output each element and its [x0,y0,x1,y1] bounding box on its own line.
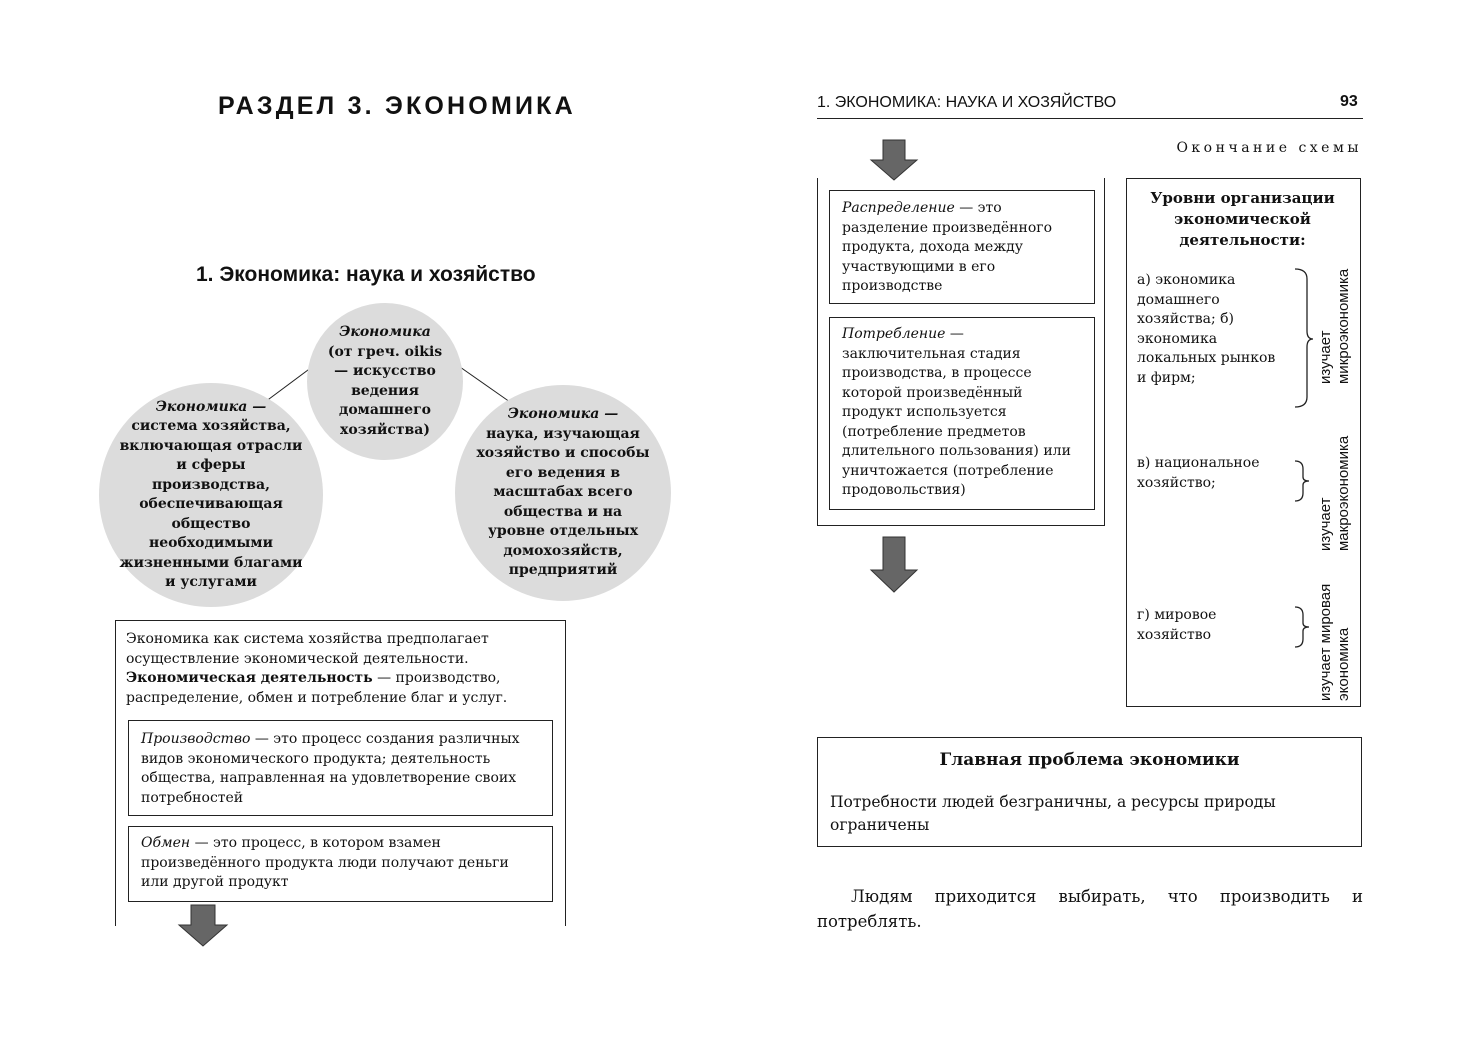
distribution-box [829,190,1095,304]
term: Экономика — [155,398,267,415]
arrow-down-icon [871,537,917,592]
macro-label: изучает макроэкономика [1317,435,1352,551]
header-rule [817,118,1363,119]
arrow-down-icon [871,140,917,180]
page-number: 93 [1340,93,1358,110]
term: Производство [141,731,251,747]
circle-economy-system [99,383,323,607]
levels-group-macro: в) национальное хозяйство; [1137,455,1260,491]
conclusion-paragraph: Людям приходится выбирать, что производить и потреблять. [817,887,1363,931]
levels-group-micro: а) экономика домашнего хозяйства; б) экономика локальных рынков и фирм; [1137,272,1276,386]
term: Экономика [339,324,431,340]
section-title: РАЗДЕЛ 3. ЭКОНОМИКА [218,92,576,120]
definition: — заключительная стадия производства, в процессе которой произведённый продукт используется (потребление предметов длительного пользования) или уничтожается (потребление продовольствия) [842,326,1071,498]
world-label: изучает мировая экономика [1317,583,1352,701]
circle-text: система хозяйства, включающая отрасли и сферы производства, обеспечивающая общество необходимыми жизненными благами и услугами [119,418,303,590]
term: Экономика — [507,406,619,423]
term: Распределение [842,200,955,216]
circle-economy-science [455,385,671,601]
consumption-box [829,317,1095,510]
levels-title: Уровни организации экономической деятельности: [1150,189,1335,249]
intro-text: Экономика как система хозяйства предполагает осуществление экономической деятельности. [126,631,489,667]
chapter-title: 1. Экономика: наука и хозяйство [196,263,536,286]
main-problem-text: Потребности людей безграничны, а ресурсы природы ограничены [830,793,1276,834]
exchange-box [128,826,553,902]
definition: — это разделение произведённого продукта, дохода между участвующими в его производстве [842,200,1053,294]
levels-group-world: г) мировое хозяйство [1137,607,1217,643]
scheme-end-label: Окончание схемы [1176,140,1362,156]
production-box [128,720,553,816]
main-problem-title: Главная проблема экономики [939,750,1240,770]
definition: — это процесс создания различных видов экономического продукта; деятельность общества, направленная на удовлетворение своих потребностей [141,731,520,806]
term: Потребление [842,326,946,342]
micro-label: изучает микроэкономика [1317,268,1352,384]
running-header: 1. ЭКОНОМИКА: НАУКА И ХОЗЯЙСТВО [817,94,1117,111]
definition: — это процесс, в котором взамен произведённого продукта люди получают деньги или другой продукт [141,835,509,890]
term: Обмен [141,835,191,851]
circle-text: (от греч. oikis — искусство ведения домашнего хозяйства) [327,343,443,438]
circle-text: наука, изучающая хозяйство и способы его ведения в масштабах всего общества и на уровне отдельных домохозяйств, предприятий [476,425,650,579]
circle-etymology [307,303,463,460]
main-problem-box [817,737,1362,847]
levels-box [1126,178,1361,707]
term: Экономическая деятельность [126,670,373,686]
definition: — производство, распределение, обмен и потребление благ и услуг. [126,670,508,706]
